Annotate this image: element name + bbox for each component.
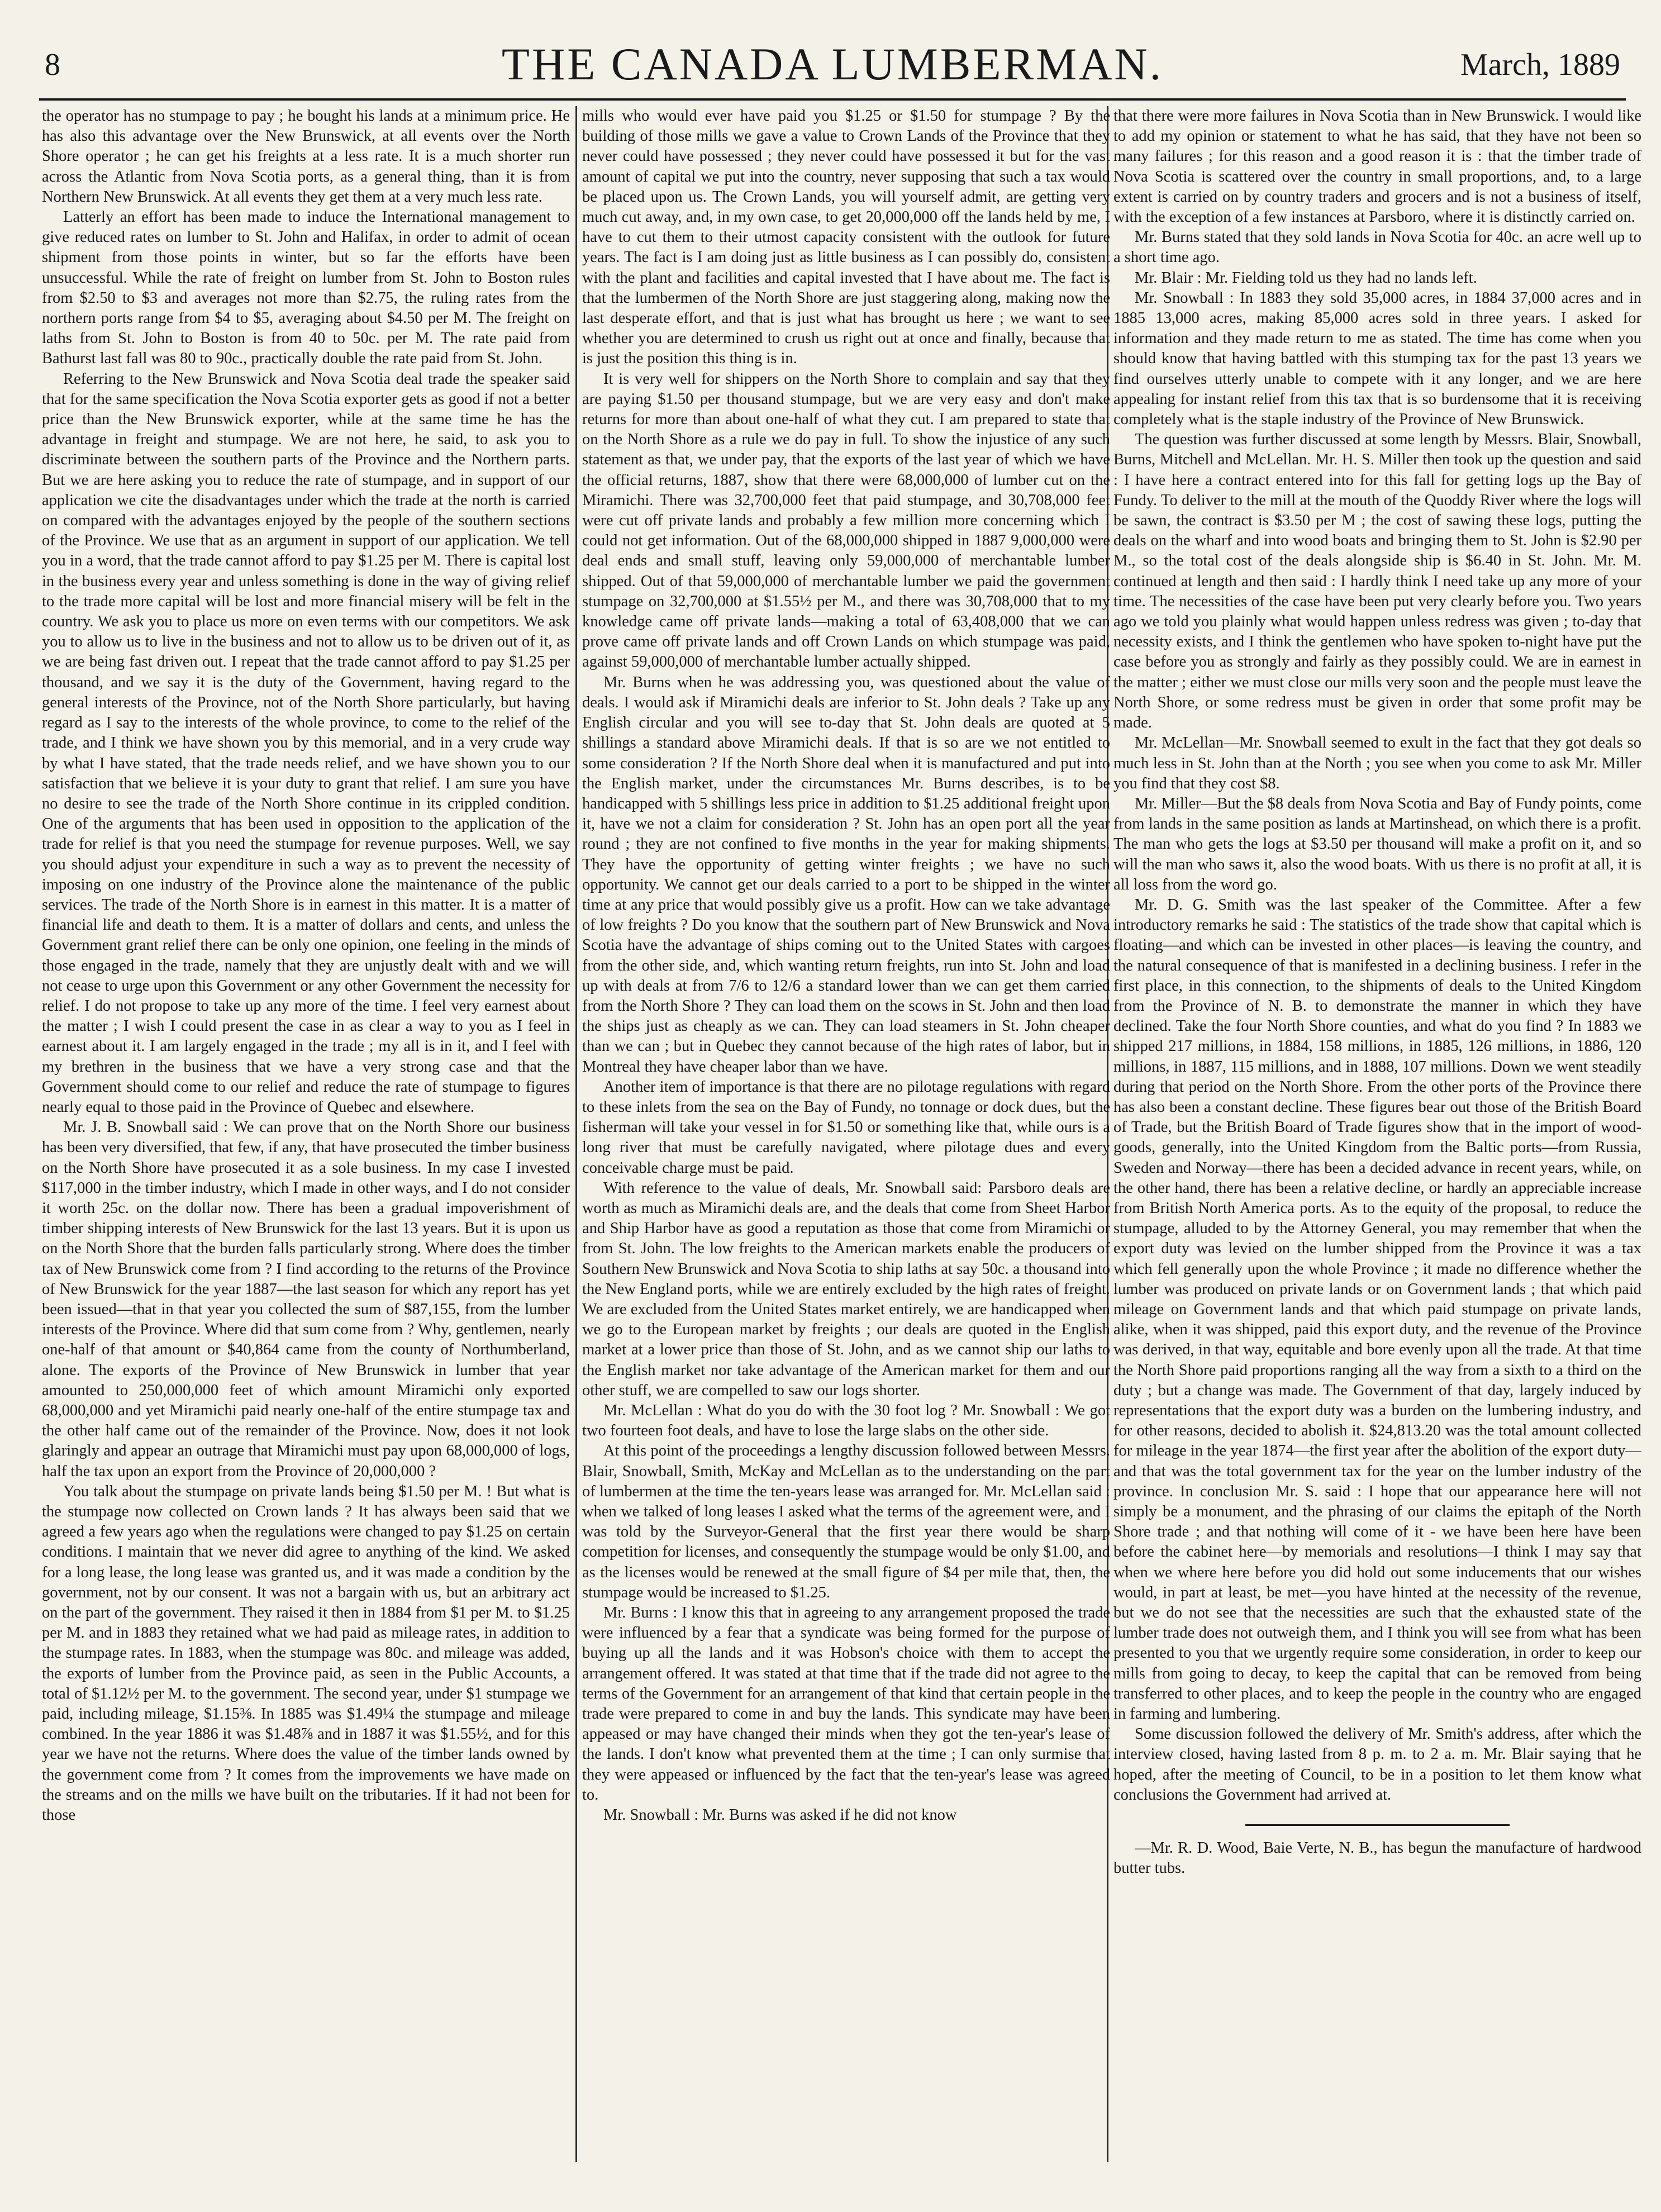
paragraph: Mr. J. B. Snowball said : We can prove that on the North Shore our business has been very diversified, that few, if any, that have prosecuted the timber business on the North Shore have prosecuted it as a sole business. In my case I invested $117,000 in the timber industry, which I made in other ways, and I do not consider it worth 25c. on the dollar now. There has been a gradual impoverishment of timber shipping interests of New Brunswick for the last 13 years. But it is upon us on the North Shore that the burden falls particularly strong. Where does the timber tax of New Brunswick come from ? I find according to the returns of the Province of New Brunswick for the year 1887—the last season for which any report has yet been issued—that in that year you collected the sum of $87,155, from the lumber interests of the Province. Where did that sum come from ? Why, gentlemen, nearly one-half of that amount or $40,864 came from the county of Northumberland, alone. The exports of the Province of New Brunswick in lumber that year amounted to 250,000,000 feet of which amount Miramichi only exported 68,000,000 and yet Miramichi paid nearly one-half of the entire stumpage tax and the other half came out of the remainder of the Province. Now, does it not look glaringly and appear an outrage that Miramichi must pay upon 68,000,000 of logs, half the tax upon an export from the Province of 20,000,000 ? — [42, 1119, 570, 1480]
masthead-rule — [39, 98, 1626, 101]
column-1 — [42, 106, 570, 2162]
section-rule — [1245, 1824, 1510, 1826]
paragraph: Mr. D. G. Smith was the last speaker of the Committee. After a few introductory remarks he said : The statistics of the trade show that capital which is floating—and which can be invested in other places—is leaving the country, and the natural consequence of that is manifested in a declining business. I refer in the first place, in this connection, to the shipments of deals to the United Kingdom from the Province of N. B. to demonstrate the manner in which they have declined. Take the four North Shore counties, and what do you find ? In 1883 we shipped 217 millions, in 1884, 158 millions, in 1885, 126 millions, in 1886, 120 millions, in 1887, 115 millions, and in 1888, 107 millions. Down we went steadily during that period on the North Shore. From the other ports of the Province there has also been a constant decline. These figures bear out those of the British Board of Trade, but the British Board of Trade figures show that in the import of wood-goods, generally, into the United Kingdom from the Baltic ports—from Russia, Sweden and Norway—there has been a decided advance in recent years, while, on the other hand, there has been a relative decline, or hardly an appreciable increase from British North America ports. As to the equity of the proposal, to reduce the stumpage, alluded to by the Attorney General, you may remember that when the export duty was levied on the lumber shipped from the Province it was a tax which fell generally upon the whole Province ; it made no difference whether the lumber was produced on private lands or on Government lands ; that which paid mileage on Government lands and that which paid stumpage on private lands, alike, when it was shipped, paid this export duty, and the revenue of the Province was derived, in that way, equitable and bore evenly upon all the trade. At that time the North Shore paid proportions ranging all the way from a sixth to a third on the duty ; but a change was made. The Government of that day, largely induced by representations that the export duty was a burden on the lumbering industry, and for other reasons, decided to abolish it. $24,813.20 was the total amount collected for mileage in the year 1874—the first year after the abolition of the export duty—and that was the total government tax for the year on the lumber industry of the province. In conclusion Mr. S. said : I hope that our appearance here will not simply be a monument, and the phrasing of our claims the epitaph of the North Shore trade ; and that nothing will come of it - we have been here have been before the cabinet here—by memorials and resolutions—I think I may say that when we where here before you did hold out some inducements that our wishes would, in part at least, be met—you have hinted at the necessity of the revenue, but we do not see that the necessities are such that the exhausted state of the lumber trade does not outweigh them, and I think you will see from what has been presented to you that we urgently require some consideration, in order to keep our mills from going to decay, to keep the capital that can be removed from being transferred to other places, and to keep the people in the country who are engaged in farming and lumbering. — [1113, 896, 1641, 1723]
paragraph: the operator has no stumpage to pay ; he bought his lands at a minimum price. He has also this advantage over the New Brunswick, at all events over the North Shore operator ; he can get his freights at a less rate. It is a much shorter run across the Atlantic from Nova Scotia ports, as a general thing, than it is from Northern New Brunswick. At all events they get them at a very much less rate. — [42, 107, 570, 206]
paragraph: At this point of the proceedings a lengthy discussion followed between Messrs. Blair, Snowball, Smith, McKay and McLellan as to the understanding on the part of lumbermen at the time the ten-years lease was arranged for. Mr. McLellan said : when we talked of long leases I asked what the terms of the agreement were, and I was told by the Surveyor-General that the first year there would be sharp competition for licenses, and consequently the stumpage would be only $1.00, and as the licenses would be renewed at the small figure of $4 per mile that, then, the stumpage would be increased to $1.25. — [582, 1442, 1110, 1601]
paragraph: The question was further discussed at some length by Messrs. Blair, Snowball, Burns, Mitchell and McLellan. Mr. H. S. Miller then took up the question and said : I have here a contract entered into for this fall for getting logs up the Bay of Fundy. To deliver to the mill at the mouth of the Quoddy River where the logs will be sawn, the contract is $3.50 per M ; the cost of sawing these logs, putting the deals on the wharf and into wood boats and bringing them to St. John is $2.90 per M., so the total cost of the deals alongside ship is $6.40 in St. John. Mr. M. continued at length and then said : I hardly think I need take up any more of your time. The necessities of the case have been put very clearly before you. Two years ago we told you plainly what would happen unless redress was given ; to-day that necessity exists, and I think the gentlemen who have spoken to-night have put the case before you as strongly and fairly as they possibly could. We are in earnest in the matter ; either we must close our mills very soon and the people must leave the North Shore, or some redress must be given in order that some profit may be made. — [1113, 431, 1641, 732]
page-number: 8 — [45, 47, 60, 82]
paragraph: Mr. Burns when he was addressing you, was questioned about the value of deals. I would ask if Miramichi deals are inferior to St. John deals ? Take up any English circular and you will see to-day that St. John deals are quoted at 5 shillings a standard above Miramichi deals. If that is so are we not entitled to some consideration ? If the North Shore deal when it is manufactured and put into the English market, under the circumstances Mr. Burns describes, is to be handicapped with 5 shillings less price in addition to $1.25 additional freight upon it, have we not a claim for consideration ? St. John has an open port all the year round ; they are not confined to five months in the year for making shipments. They have the opportunity of getting winter freights ; we have no such opportunity. We cannot get our deals carried to a port to be shipped in the winter time at any price that would possibly give us a profit. How can we take advantage of low freights ? Do you know that the southern part of New Brunswick and Nova Scotia have the advantage of ships coming out to the United States with cargoes from the other side, and, which wanting return freights, run into St. John and load up with deals at from 7/6 to 12/6 a standard lower than we can get them carried from the North Shore ? They can load them on the scows in St. John and then load the ships just as cheaply as we can. They can load steamers in St. John cheaper than we can ; but in Quebec they cannot because of the high rates of labor, but in Montreal they have cheaper labor than we have. — [582, 673, 1110, 1076]
column-2 — [582, 106, 1110, 2162]
paragraph: Mr. McLellan : What do you do with the 30 foot log ? Mr. Snowball : We got two fourteen foot deals, and have to lose the large slabs on the other side. — [582, 1402, 1110, 1440]
paragraph: Latterly an effort has been made to induce the International management to give reduced rates on lumber to St. John and Halifax, in order to admit of ocean shipment from those points in winter, but so far the efforts have been unsuccessful. While the rate of freight on lumber from St. John to Boston rules from $2.50 to $3 and averages not more than $2.75, the ruling rates from the northern ports range from $4 to $5, averaging about $4.50 per M. The freight on laths from St. John to Boston is from 40 to 50c. per M. The rate paid from Bathurst last fall was 80 to 90c., practically double the rate paid from St. John. — [42, 208, 570, 368]
paragraph: that there were more failures in Nova Scotia than in New Brunswick. I would like to add my opinion or statement to what he has said, that they have not been so many failures ; for this reason and a good reason it is : that the timber trade of Nova Scotia is scattered over the country in small proportions, and, to a large extent is carried on by country traders and grocers and is not a business of itself, with the exception of a few instances at Parsboro, where it is distinctly carried on. — [1113, 107, 1641, 226]
paragraph: It is very well for shippers on the North Shore to complain and say that they are paying $1.50 per thousand stumpage, but we are very easy and don't make returns for more than about one-half of what they cut. I am prepared to state that on the North Shore as a rule we do pay in full. To show the injustice of any such statement as that, we under pay, that the exports of the last year of which we have the official returns, 1887, show that there were 68,000,000 of lumber cut on the Miramichi. There was 32,700,000 feet that paid stumpage, and 30,708,000 feet were cut off private lands and probably a few million more concerning which I could not get information. Out of the 68,000,000 shipped in 1887 9,000,000 were deal ends and small stuff, leaving only 59,000,000 of merchantable lumber shipped. Out of that 59,000,000 of merchantable lumber we paid the government stumpage on 32,700,000 at $1.55½ per M., and there was 30,708,000 that to my knowledge came off private lands—making a total of 63,408,000 that we can prove came off private lands and off Crown Lands on which stumpage was paid, against 59,000,000 of merchantable lumber actually shipped. — [582, 370, 1110, 671]
paragraph: Mr. Blair : Mr. Fielding told us they had no lands left. — [1135, 269, 1477, 287]
paragraph: mills who would ever have paid you $1.25 or $1.50 for stumpage ? By the building of those mills we gave a value to Crown Lands of the Province that they never could have possessed ; they never could have possessed it but for the vast amount of capital we put into the country, never supposing that such a tax would be placed upon us. The Crown Lands, you will yourself admit, are getting very much cut away, and, in my own case, to get 20,000,000 off the lands held by me, I have to cut them to their utmost capacity consistent with the outlook for future years. The fact is I am doing just as little business as I can possibly do, consistent with the plant and facilities and capital invested that I have about me. The fact is that the lumbermen of the North Shore are just staggering along, making now the last desperate effort, and that is just what has brought us here ; we want to see whether you are determined to crush us right out at once and finally, because that is just the position this thing is in. — [582, 107, 1110, 368]
column-divider-1 — [575, 106, 577, 2162]
paragraph: Another item of importance is that there are no pilotage regulations with regard to these inlets from the sea on the Bay of Fundy, no tonnage or dock dues, but the fisherman will take your vessel in for $1.50 or something like that, while ours is a long river that must be carefully navigated, where pilotage dues and every conceivable charge must be paid. — [582, 1078, 1110, 1177]
paragraph: With reference to the value of deals, Mr. Snowball said: Parsboro deals are worth as much as Miramichi deals are, and the deals that come from Sheet Harbor and Ship Harbor have as good a reputation as those that come from Miramichi or from St. John. The low freights to the American markets enable the producers of Southern New Brunswick and Nova Scotia to ship laths at say 50c. a thousand into the New England ports, while we are entirely excluded by the high rates of freight. We are excluded from the United States market entirely, we are handicapped when we go to the European market by freights ; our deals are quoted in the English market at a lower price than those of St. John, and as we cannot ship our laths to the English market nor take advantage of the American market for them and our other stuff, we are compelled to saw our logs shorter. — [582, 1179, 1110, 1399]
newspaper-title: THE CANADA LUMBERMAN. — [501, 39, 1164, 89]
paragraph: Referring to the New Brunswick and Nova Scotia deal trade the speaker said that for the same specification the Nova Scotia exporter gets as good if not a better price than the New Brunswick exporter, while at the same time he has the advantage in freight and stumpage. We are not here, he said, to ask you to discriminate between the southern parts of the Province and the Northern parts. But we are here asking you to reduce the rate of stumpage, and in support of our application we cite the disadvantages under which the trade at the north is carried on compared with the advantages enjoyed by the people of the southern sections of the Province. We use that as an argument in support of our application. We tell you in a word, that the trade cannot afford to pay $1.25 per M. There is capital lost in the business every year and unless something is done in the way of giving relief to the trade more capital will be lost and more financial misery will be felt in the country. We ask you to place us more on even terms with our competitors. We ask you to allow us to live in the business and not to allow us to be driven out of it, as we are being fast driven out. I repeat that the trade cannot afford to pay $1.25 per thousand, and we say it is the duty of the Government, having regard to the general interests of the Province, not of the North Shore particularly, but having regard as I say to the interests of the whole province, to come to the relief of the trade, and I think we have shown you by this memorial, and in a very crude way by what I have stated, that the trade needs relief, and we have shown you to our satisfaction that we believe it is your duty to grant that relief. I am sure you have no desire to see the trade of the North Shore continue in its crippled condition. One of the arguments that has been used in opposition to the application of the trade for relief is that you need the stumpage for revenue purposes. Well, we say you should adjust your expenditure in such a way as to prevent the necessity of imposing on one industry of the Province alone the maintenance of the public services. The trade of the North Shore is in earnest in this matter. It is a matter of financial life and death to them. It is a matter of dollars and cents, and unless the Government grant relief there can be only one opinion, one feeling in the minds of those engaged in the trade, namely that they are unjustly dealt with and we will not cease to urge upon this Government or any other Government the necessity for relief. I do not propose to take up any more of the time. I feel very earnest about the matter ; I wish I could present the case in as clear a way to you as I feel in earnest about it. I am largely engaged in the trade ; my all is in it, and I feel with my brethren in the business that we have a very strong case and that the Government should come to our relief and reduce the rate of stumpage to figures nearly equal to those paid in the Province of Quebec and elsewhere. — [42, 370, 570, 1116]
paragraph: Some discussion followed the delivery of Mr. Smith's address, after which the interview closed, having lasted from 8 p. m. to 2 a. m. Mr. Blair saying that he hoped, after the meeting of Council, to be in a position to let them know what conclusions the Government had arrived at. — [1113, 1725, 1641, 1804]
issue-date: March, 1889 — [1460, 47, 1620, 82]
paragraph: You talk about the stumpage on private lands being $1.50 per M. ! But what is the stumpage now collected on Crown lands ? It has always been said that we agreed a few years ago when the regulations were changed to pay $1.25 on certain conditions. I maintain that we never did agree to anything of the kind. We asked for a long lease, the long lease was granted us, and it was made a condition by the government, not by our consent. It was not a bargain with us, but an arbitrary act on the part of the government. They raised it then in 1884 from $1 per M. to $1.25 per M. and in 1883 they retained what we had paid as mileage rates, in addition to the stumpage rates. In 1883, when the stumpage was 80c. and mileage was added, the exports of lumber from the Province paid, as seen in the Public Accounts, a total of $1.12½ per M. to the government. The second year, under $1 stumpage we paid, including mileage, $1.15⅜. In 1885 was $1.49¼ the stumpage and mileage combined. In the year 1886 it was $1.48⅞ and in 1887 it was $1.55½, and for this year we have not the returns. Where does the value of the timber lands owned by the government come from ? It comes from the improvements we have made on the streams and on the mills we have built on the tributaries. If it had not been for those — [42, 1482, 570, 1824]
paragraph: Mr. Snowball : In 1883 they sold 35,000 acres, in 1884 37,000 acres and in 1885 13,000 acres, making 85,000 acres sold in three years. I asked for information and they made return to me as stated. The time has come when you should know that having battled with this stumping tax for the past 13 years we find ourselves utterly unable to compete with it any longer, and we are here appealing for instant relief from this tax that is so burdensome that it is receiving completely what is the staple industry of the Province of New Brunswick. — [1113, 289, 1641, 429]
paragraph: Mr. Burns stated that they sold lands in Nova Scotia for 40c. an acre well up to a short time ago. — [1113, 229, 1641, 267]
column-3 — [1113, 106, 1641, 2162]
paragraph: Mr. McLellan—Mr. Snowball seemed to exult in the fact that they got deals so much less in St. John than at the North ; you see when you come to ask Mr. Miller you find that they cost $8. — [1113, 734, 1641, 792]
paragraph: Mr. Miller—But the $8 deals from Nova Scotia and Bay of Fundy points, come from lands in the same position as lands at Martinshead, on which there is a profit. The man who gets the logs at $3.50 per thousand will make a profit on it, and so will the man who saws it, also the wood boats. With us there is no profit at all, it is all loss from the word go. — [1113, 795, 1641, 893]
paragraph: Mr. Burns : I know this that in agreeing to any arrangement proposed the trade were influenced by a fear that a syndicate was being formed for the purpose of buying up all the lands and it was Hobson's choice with them to accept the arrangement offered. It was stated at that time that if the trade did not agree to the terms of the Government for an arrangement of that kind that certain people in the trade were prepared to come in and buy the lands. This syndicate may have been appeased or may have changed their minds when they got the ten-year's lease of the lands. I don't know what prevented them at the time ; I can only surmise that they were appeased or influenced by the fact that the ten-year's lease was agreed to. — [582, 1604, 1110, 1804]
masthead — [39, 35, 1626, 96]
news-notice: —Mr. R. D. Wood, Baie Verte, N. B., has begun the manufacture of hardwood butter tubs. — [1113, 1839, 1641, 1877]
paragraph: Mr. Snowball : Mr. Burns was asked if he did not know — [603, 1806, 957, 1824]
